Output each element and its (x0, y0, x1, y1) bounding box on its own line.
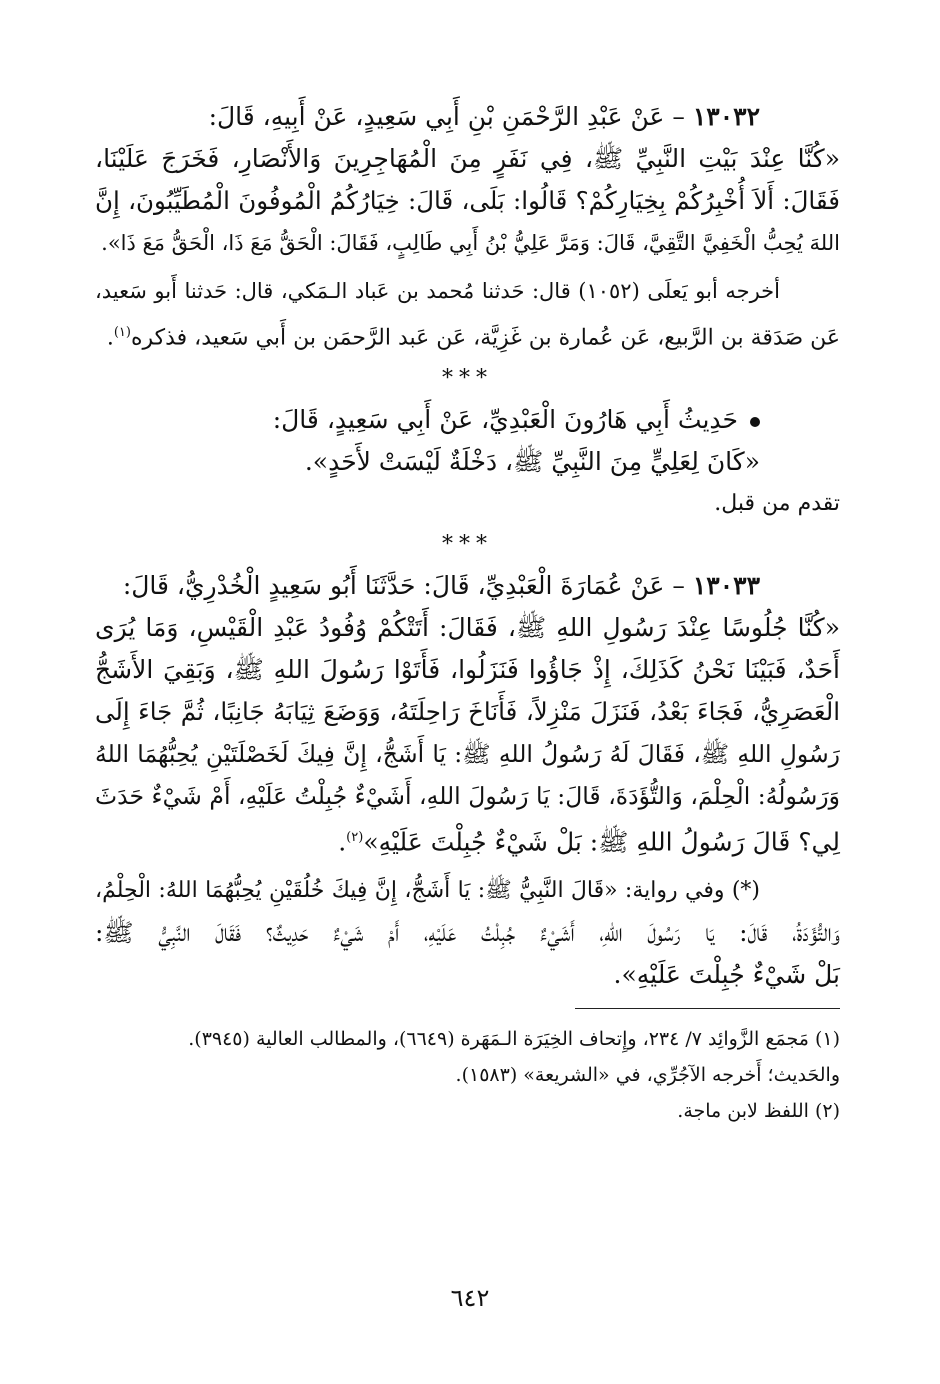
hadith-13032 (95, 96, 840, 359)
footnote-ref: (٢) (346, 830, 364, 846)
footnote-item: (١) مَجمَع الزَّوائِد ٧/ ٢٣٤، وإِتحاف الخِيَرَة الـمَهَرة (٦٦٤٩)، والمطالب العالية (٣٩٤٥). (188, 1027, 840, 1050)
hadith-heading (95, 565, 840, 607)
hadith-text-line: وَرَسُولُهُ: الْحِلْمَ، وَالتُّؤَدَةَ، قَالَ: يَا رَسُولَ اللهِ، أَشَيْءٌ جُبِلْتُ عَلَيْهِ، أَمْ شَيْءٌ حَدَثَ (95, 782, 840, 811)
takhrij-line: أخرجه أبو يَعلَى (١٠٥٢) قال: حَدثنا مُحمد بن عَباد الـمَكي، قال: حَدثنا أَبو سَعيد، (95, 279, 780, 303)
hadith-text-line: اللهَ يُحِبُّ الْخَفِيَّ التَّقِيَّ، قَالَ: وَمَرَّ عَلِيُّ بْنُ أَبِي طَالِبٍ، فَقَالَ: الْحَقُّ مَعَ ذَا، الْحَقُّ مَعَ ذَا». (101, 231, 840, 255)
takhrij-line: عَن صَدَقة بن الرَّبيع، عَن عُمارة بن غَزِيَّة، عَن عَبد الرَّحمَن بن أَبي سَعيد، فذكره$^{(١)}$. (106, 325, 840, 351)
hadith-13033 (95, 565, 840, 995)
footnotes (95, 1021, 840, 1129)
hadith-text-line: لِي؟ قَالَ رَسُولُ اللهِ ﷺ: بَلْ شَيْءٌ جُبِلْتَ عَلَيْهِ»$^{(٢)}$. (338, 827, 840, 857)
hadith-text: لِي؟ قَالَ رَسُولُ اللهِ ﷺ: بَلْ شَيْءٌ جُبِلْتَ عَلَيْهِ» (363, 827, 840, 857)
riwaya-line: بَلْ شَيْءٌ جُبِلْتَ عَلَيْهِ». (613, 959, 840, 989)
footnote-item: (٢) اللفظ لابن ماجة. (677, 1099, 840, 1122)
takhrij-text: عَن صَدَقة بن الرَّبيع، عَن عُمارة بن غَزِيَّة، عَن عَبد الرَّحمَن بن أَبي سَعيد، فذكره (130, 325, 840, 351)
page-number: ٦٤٢ (450, 1284, 490, 1312)
hadith-text-line: «كُنَّا عِنْدَ بَيْتِ النَّبِيِّ ﷺ، فِي نَفَرٍ مِنَ الْمُهَاجِرِينَ وَالأَنْصَارِ، فَخَرَجَ عَلَيْنَا، (95, 144, 840, 173)
hadith-abi-harun (95, 399, 840, 525)
section-separator: *** (442, 366, 493, 392)
footnote-item: والحَديث؛ أَخرجه الآجُرِّي، في «الشريعة» (١٥٨٣). (455, 1063, 840, 1086)
hadith-heading (95, 96, 840, 138)
section-separator: *** (442, 532, 493, 558)
hadith-isnad: حَدِيثُ أَبِي هَارُونَ الْعَبْدِيِّ، عَنْ أَبِي سَعِيدٍ، قَالَ: (272, 405, 738, 435)
hadith-text-line: «كُنَّا جُلُوسًا عِنْدَ رَسُولِ اللهِ ﷺ، فَقَالَ: أَتَتْكُمْ وُفُودُ عَبْدِ الْقَيْسِ، وَمَا يُرَى (95, 613, 840, 643)
hadith-text-line: فَقَالَ: أَلاَ أُخْبِرُكُمْ بِخِيَارِكُمْ؟ قَالُوا: بَلَى، قَالَ: خِيَارُكُمُ الْمُوفُونَ الْمُطَيِّبُونَ، إِنَّ (95, 186, 840, 215)
hadith-heading (95, 399, 840, 441)
footnote-divider (575, 1008, 840, 1009)
hadith-number: ١٣٠٣٢ (692, 102, 760, 131)
hadith-text-line: أَحَدٌ، فَبَيْنَا نَحْنُ كَذَلِكَ، إِذْ جَاؤُوا فَنَزَلُوا، فَأَتَوْا رَسُولَ اللهِ ﷺ، وَبَقِيَ الأَشَجُّ (95, 655, 840, 685)
hadith-text-line: الْعَصَرِيُّ، فَجَاءَ بَعْدُ، فَنَزَلَ مَنْزِلاً، فَأَنَاخَ رَاحِلَتَهُ، وَوَضَعَ ثِيَابَهُ جَانِبًا، ثُمَّ جَاءَ إِلَى (95, 697, 840, 727)
riwaya-line: وَالتُّؤَدَةُ، قَالَ: يَا رَسُولَ اللهِ، أَشَيْءٌ جُبِلْتُ عَلَيْهِ، أَمْ شَيْءٌ حَدِيثٌ؟ فَقَالَ النَّبِيُّ ﷺ: (95, 917, 840, 947)
hadith-isnad: – عَنْ عُمَارَةَ الْعَبْدِيِّ، قَالَ: حَدَّثَنَا أَبُو سَعِيدٍ الْخُدْرِيُّ، قَالَ: (122, 571, 685, 601)
riwaya-line: (*) وفي رواية: «قَالَ النَّبِيُّ ﷺ: يَا أَشَجُّ، إِنَّ فِيكَ خُلُقَيْنِ يُحِبُّهُمَا اللهُ: الْحِلْمُ، (95, 877, 760, 903)
bullet-icon (750, 417, 760, 427)
page-body (95, 96, 840, 1129)
hadith-isnad: – عَنْ عَبْدِ الرَّحْمَنِ بْنِ أَبِي سَعِيدٍ، عَنْ أَبِيهِ، قَالَ: (208, 102, 685, 131)
hadith-number: ١٣٠٣٣ (692, 571, 760, 601)
cross-reference-note: تقدم من قبل. (714, 491, 840, 517)
footnote-ref: (١) (113, 325, 131, 340)
hadith-text-line: رَسُولِ اللهِ ﷺ، فَقَالَ لَهُ رَسُولُ اللهِ ﷺ: يَا أَشَجُّ، إِنَّ فِيكَ لَخَصْلَتَيْنِ يُحِبُّهُمَا اللهُ (95, 740, 840, 769)
hadith-text-line: «كَانَ لِعَلِيٍّ مِنَ النَّبِيِّ ﷺ، دَخْلَةٌ لَيْسَتْ لأَحَدٍ». (304, 447, 760, 477)
